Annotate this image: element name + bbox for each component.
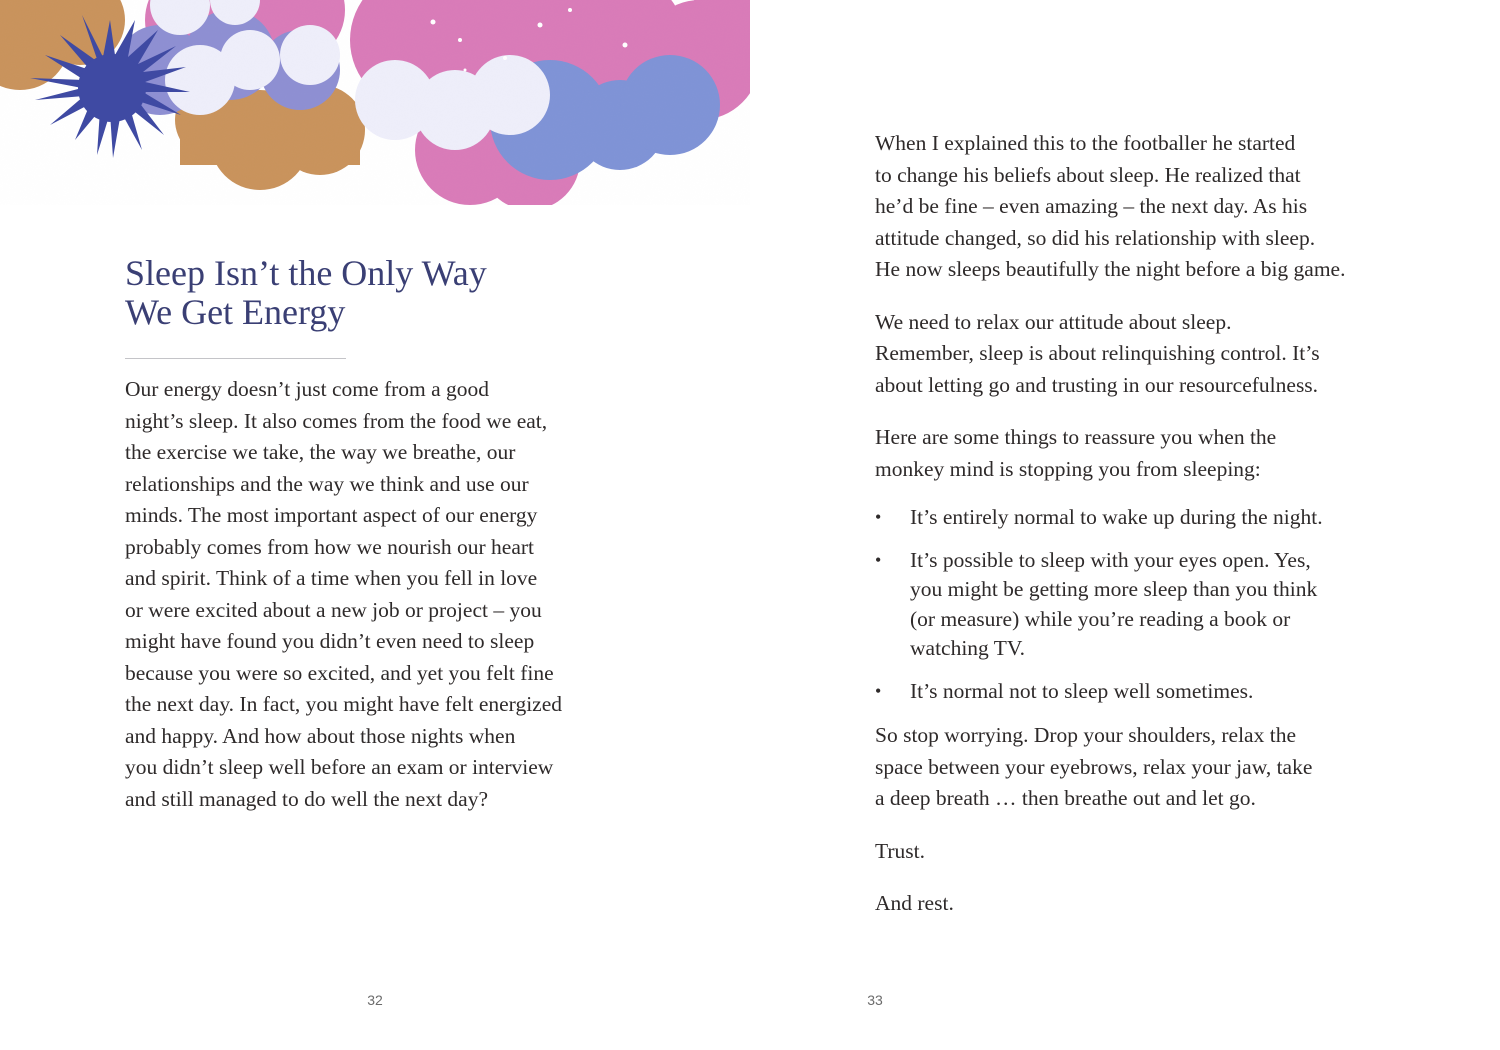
heading-line: We Get Energy: [125, 292, 346, 332]
text-line: (or measure) while you’re reading a book or: [910, 606, 1291, 631]
list-item: [875, 503, 1375, 533]
text-line: and spirit. Think of a time when you fell in love: [125, 566, 538, 590]
reassurance-list: [875, 503, 1375, 706]
list-item: [875, 677, 1375, 707]
text-line: And rest.: [875, 891, 954, 915]
text-line: relationships and the way we think and use our: [125, 471, 529, 496]
text-line: Our energy doesn’t just come from a good: [125, 377, 490, 401]
text-line: and happy. And how about those nights when: [125, 723, 516, 748]
text-line: It’s entirely normal to wake up during the night.: [910, 505, 1323, 529]
text-line: When I explained this to the footballer he started: [875, 131, 1296, 155]
heading-line: Sleep Isn’t the Only Way: [125, 253, 487, 293]
left-body-paragraph: [125, 374, 625, 815]
paragraph-footballer: [875, 128, 1375, 286]
text-line: night’s sleep. It also comes from the food we eat,: [125, 408, 548, 433]
text-line: watching TV.: [910, 636, 1026, 660]
text-line: Remember, sleep is about relinquishing control. It’s: [875, 341, 1320, 365]
bullet-icon: •: [875, 507, 882, 527]
bullet-icon: •: [875, 549, 882, 570]
text-line: So stop worrying. Drop your shoulders, relax the: [875, 723, 1296, 747]
text-line: you didn’t sleep well before an exam or interview: [125, 755, 554, 779]
chapter-heading: [125, 254, 487, 332]
text-line: a deep breath … then breathe out and let go.: [875, 786, 1256, 810]
paragraph-reassure-intro: [875, 422, 1375, 485]
paragraph-trust: [875, 836, 1375, 868]
text-line: you might be getting more sleep than you think: [910, 577, 1318, 601]
text-line: to change his beliefs about sleep. He realized that: [875, 162, 1301, 187]
text-line: or were excited about a new job or project – you: [125, 597, 542, 622]
text-line: minds. The most important aspect of our energy: [125, 503, 538, 527]
cloud-illustration-icon: [0, 0, 750, 205]
text-line: probably comes from how we nourish our heart: [125, 534, 534, 559]
text-line: and still managed to do well the next day?: [125, 786, 489, 811]
text-line: It’s possible to sleep with your eyes open. Yes,: [910, 547, 1311, 572]
paragraph-rest: [875, 888, 1375, 920]
text-line: he’d be fine – even amazing – the next day. As his: [875, 194, 1308, 218]
text-line: the next day. In fact, you might have felt energized: [125, 692, 563, 716]
right-column: [875, 128, 1375, 941]
text-line: Trust.: [875, 838, 926, 863]
text-line: Here are some things to reassure you when the: [875, 425, 1277, 449]
text-line: It’s normal not to sleep well sometimes.: [910, 678, 1254, 703]
heading-divider: [125, 358, 346, 359]
text-line: because you were so excited, and yet you felt fine: [125, 660, 554, 685]
text-line: We need to relax our attitude about sleep.: [875, 309, 1232, 334]
text-line: He now sleeps beautifully the night before a big game.: [875, 257, 1346, 281]
bullet-icon: •: [875, 680, 882, 701]
list-item: [875, 546, 1375, 664]
text-line: attitude changed, so did his relationship with sleep.: [875, 225, 1316, 250]
text-line: the exercise we take, the way we breathe, our: [125, 440, 516, 464]
text-line: about letting go and trusting in our resourcefulness.: [875, 372, 1319, 397]
text-line: might have found you didn’t even need to sleep: [125, 629, 535, 653]
text-line: monkey mind is stopping you from sleeping:: [875, 456, 1261, 481]
page-number: 33: [867, 992, 883, 1008]
paragraph-stop-worrying: [875, 720, 1375, 815]
right-page: [750, 0, 1500, 1050]
page-number: 32: [367, 992, 383, 1008]
paragraph-relax-attitude: [875, 307, 1375, 402]
text-line: space between your eyebrows, relax your jaw, take: [875, 754, 1313, 779]
